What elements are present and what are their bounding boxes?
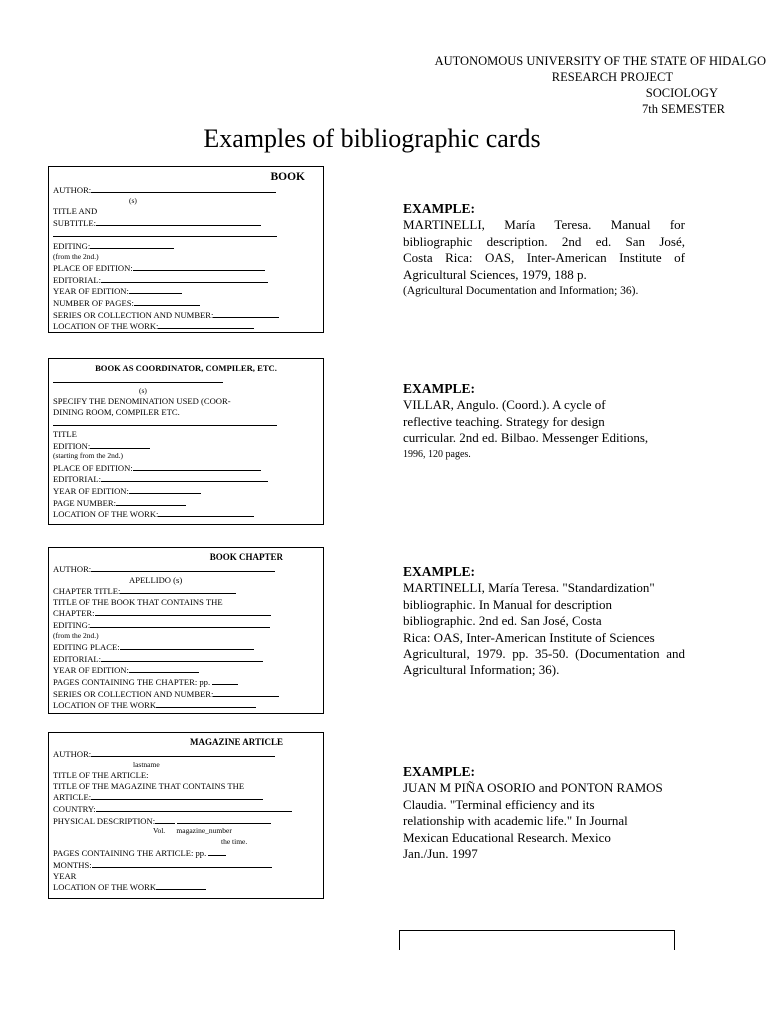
card-chapter xyxy=(48,547,324,714)
field-magazine-title: TITLE OF THE MAGAZINE THAT CONTAINS THE xyxy=(53,780,245,791)
field-editing: EDITING: xyxy=(53,240,319,252)
example-text: bibliographic. 2nd ed. San José, Costa xyxy=(403,613,602,629)
example-text: (Agricultural Documentation and Information; 36). xyxy=(403,285,639,298)
field-title: TITLE xyxy=(53,428,77,439)
example-label: EXAMPLE: xyxy=(403,381,475,396)
field-page-number: PAGE NUMBER: xyxy=(53,497,319,509)
field-editorial: EDITORIAL: xyxy=(53,274,319,286)
field-note: lastname xyxy=(133,759,160,769)
card-coordinator xyxy=(48,358,324,525)
empty-card-frame xyxy=(399,930,675,950)
field-place: PLACE OF EDITION: xyxy=(53,462,319,474)
field-note: (starting from the 2nd.) xyxy=(53,451,123,461)
card-book xyxy=(48,166,324,333)
example-text: VILLAR, Angulo. (Coord.). A cycle of xyxy=(403,397,606,413)
field-editorial: EDITORIAL: xyxy=(53,473,319,485)
field-series: SERIES OR COLLECTION AND NUMBER: xyxy=(53,688,319,700)
example-chapter xyxy=(403,564,685,679)
card-title: MAGAZINE ARTICLE xyxy=(190,737,283,747)
field-place: PLACE OF EDITION: xyxy=(53,262,319,274)
field-author: AUTHOR: xyxy=(53,184,319,196)
field-line xyxy=(53,374,319,386)
field-country: COUNTRY: xyxy=(53,803,319,815)
example-text: MARTINELLI, María Teresa. Manual for xyxy=(403,217,685,233)
example-label: EXAMPLE: xyxy=(403,201,475,216)
example-text: Costa Rica: OAS, Inter-American Institute of xyxy=(403,250,685,266)
field-location: LOCATION OF THE WORK: xyxy=(53,508,319,520)
document-header xyxy=(406,53,766,117)
card-title: BOOK xyxy=(270,171,305,183)
example-text: Agricultural Sciences, 1979, 188 p. xyxy=(403,266,587,282)
field-line xyxy=(53,228,319,240)
field-book-title: CHAPTER: xyxy=(53,607,319,619)
field-physical: PHYSICAL DESCRIPTION: xyxy=(53,815,319,827)
field-article: ARTICLE: xyxy=(53,791,319,803)
field-note: (from the 2nd.) xyxy=(53,251,99,261)
field-editing: EDITING: xyxy=(53,619,319,631)
example-text: bibliographic. In Manual for description xyxy=(403,596,613,612)
field-location: LOCATION OF THE WORK: xyxy=(53,320,319,332)
discipline: SOCIOLOGY xyxy=(645,86,718,100)
field-year: YEAR OF EDITION: xyxy=(53,664,319,676)
university-name: AUTONOMOUS UNIVERSITY OF THE STATE OF HIDALGO xyxy=(434,54,766,68)
example-text: Claudia. "Terminal efficiency and its xyxy=(403,796,595,812)
example-text: curricular. 2nd ed. Bilbao. Messenger Editions, xyxy=(403,430,649,446)
field-author: AUTHOR: xyxy=(53,748,319,760)
field-note: APELLIDO (s) xyxy=(129,574,183,585)
field-location: LOCATION OF THE WORK xyxy=(53,699,319,711)
example-text: bibliographic description. 2nd ed. San José, xyxy=(403,233,685,249)
example-text: Jan./Jun. 1997 xyxy=(403,846,478,862)
example-text: Agricultural Information; 36). xyxy=(403,662,560,678)
example-text: 1996, 120 pages. xyxy=(403,448,471,460)
example-text: reflective teaching. Strategy for design xyxy=(403,413,605,429)
example-text: MARTINELLI, María Teresa. "Standardization" xyxy=(403,580,655,596)
example-text: Agricultural, 1979. pp. 35-50. (Documentation and xyxy=(403,646,685,662)
card-title: BOOK AS COORDINATOR, COMPILER, ETC. xyxy=(95,363,277,373)
field-editorial: EDITORIAL: xyxy=(53,653,319,665)
field-note: (s) xyxy=(139,385,147,395)
field-title-and: TITLE AND xyxy=(53,206,98,217)
field-year: YEAR OF EDITION: xyxy=(53,285,319,297)
field-chapter-title: CHAPTER TITLE: xyxy=(53,585,319,597)
field-note: Vol. magazine_number xyxy=(153,826,232,836)
card-magazine xyxy=(48,732,324,899)
field-year: YEAR xyxy=(53,870,77,881)
project-name: RESEARCH PROJECT xyxy=(551,70,673,84)
field-author: AUTHOR: xyxy=(53,563,319,575)
field-subtitle: SUBTITLE: xyxy=(53,217,319,229)
example-label: EXAMPLE: xyxy=(403,764,475,779)
field-note: (s) xyxy=(129,195,137,205)
field-year: YEAR OF EDITION: xyxy=(53,485,319,497)
field-pages: NUMBER OF PAGES: xyxy=(53,297,319,309)
field-specify: SPECIFY THE DENOMINATION USED (COOR- xyxy=(53,396,231,407)
field-book-title: TITLE OF THE BOOK THAT CONTAINS THE xyxy=(53,596,223,607)
field-pages: PAGES CONTAINING THE ARTICLE: pp. xyxy=(53,847,319,859)
example-book xyxy=(403,201,685,299)
field-specify: DINING ROOM, COMPILER ETC. xyxy=(53,406,180,417)
semester: 7th SEMESTER xyxy=(642,102,725,116)
example-text: relationship with academic life." In Journal xyxy=(403,813,628,829)
field-location: LOCATION OF THE WORK xyxy=(53,881,319,893)
card-title: BOOK CHAPTER xyxy=(209,552,283,562)
page-title: Examples of bibliographic cards xyxy=(203,124,541,153)
field-note: the time. xyxy=(221,836,248,846)
example-text: JUAN M PIÑA OSORIO and PONTON RAMOS xyxy=(403,780,663,796)
example-label: EXAMPLE: xyxy=(403,564,475,579)
example-coordinator xyxy=(403,381,685,463)
example-text: Mexican Educational Research. Mexico xyxy=(403,829,611,845)
example-text: Rica: OAS, Inter-American Institute of Sciences xyxy=(403,629,655,645)
field-line xyxy=(53,417,319,429)
field-article-title: TITLE OF THE ARTICLE: xyxy=(53,770,149,781)
field-edition: EDITION: xyxy=(53,440,319,452)
field-note: (from the 2nd.) xyxy=(53,630,99,640)
field-months: MONTHS: xyxy=(53,859,319,871)
field-editing-place: EDITING PLACE: xyxy=(53,641,319,653)
example-magazine xyxy=(403,764,685,862)
field-pages: PAGES CONTAINING THE CHAPTER: pp. xyxy=(53,676,319,688)
field-series: SERIES OR COLLECTION AND NUMBER: xyxy=(53,309,319,321)
